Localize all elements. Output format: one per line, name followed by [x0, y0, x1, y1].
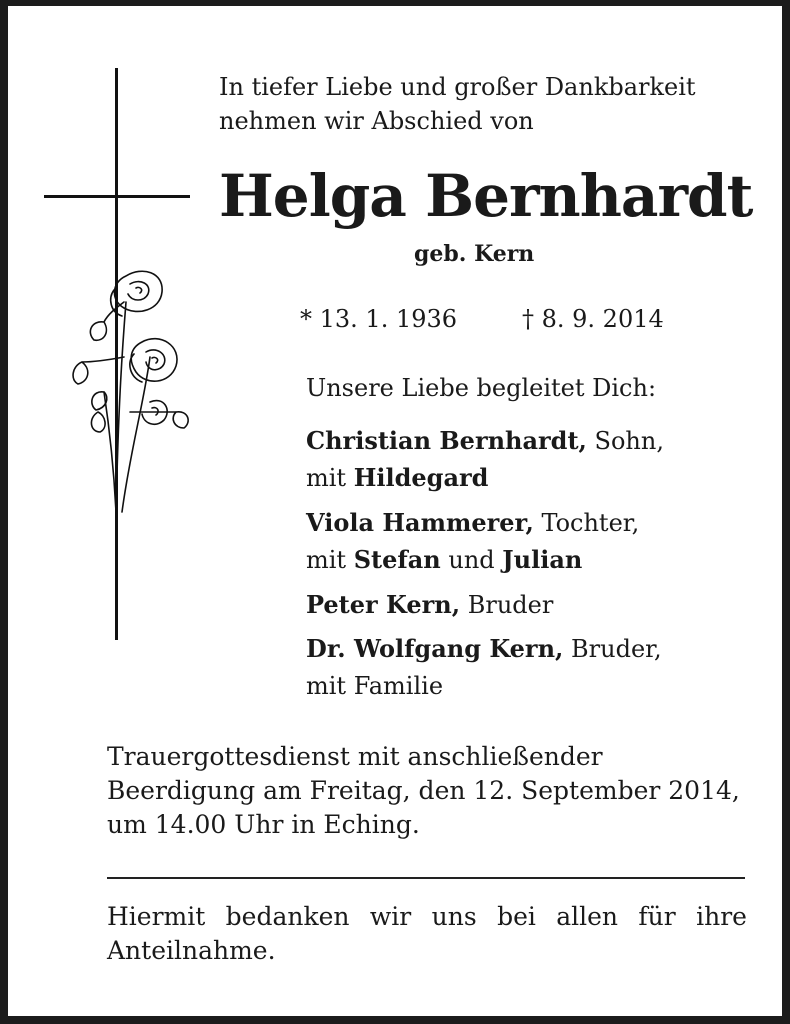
- mourner-and: und: [440, 546, 503, 574]
- mourner-partner: Stefan: [353, 545, 441, 574]
- mourner-line: [306, 669, 443, 703]
- thanks-text: [107, 900, 747, 968]
- mourner-partner: Hildegard: [353, 463, 489, 492]
- mourner-line: [306, 461, 488, 495]
- roses-icon: [64, 262, 194, 532]
- death-date: † 8. 9. 2014: [522, 305, 664, 333]
- service-line-2: Beerdigung am Freitag, den 12. September 2014,: [107, 776, 740, 805]
- mourner-with: mit: [306, 546, 354, 574]
- cross-horizontal-bar: [44, 195, 190, 198]
- thanks-word: allen: [556, 902, 619, 931]
- mourner-relation: Tochter,: [533, 509, 640, 537]
- thanks-line-2: Anteilnahme.: [107, 936, 276, 965]
- thanks-word: bedanken: [225, 902, 350, 931]
- mourner-line: [306, 506, 639, 540]
- divider: [107, 877, 745, 879]
- mourner-relation: Bruder: [460, 591, 554, 619]
- service-line-1: Trauergottesdienst mit anschließender: [107, 742, 603, 771]
- mourner-line: [306, 632, 662, 666]
- mourner-with: mit: [306, 464, 354, 492]
- mourner-child: Julian: [502, 545, 583, 574]
- thanks-word: Hiermit: [107, 902, 206, 931]
- mourner-name: Viola Hammerer,: [306, 508, 534, 537]
- intro-line-2: nehmen wir Abschied von: [219, 107, 534, 135]
- mourner-name: Christian Bernhardt,: [306, 426, 587, 455]
- thanks-word: ihre: [696, 902, 747, 931]
- mourner-name: Dr. Wolfgang Kern,: [306, 634, 564, 663]
- service-line-3: um 14.00 Uhr in Eching.: [107, 810, 420, 839]
- service-announcement: [107, 740, 740, 842]
- mourners-heading: Unsere Liebe begleitet Dich:: [306, 374, 657, 402]
- mourner-relation: Sohn,: [586, 427, 664, 455]
- intro-line-1: In tiefer Liebe und großer Dankbarkeit: [219, 73, 696, 101]
- mourner-relation: Bruder,: [563, 635, 662, 663]
- mourner-with: mit Familie: [306, 672, 444, 700]
- deceased-name: Helga Bernhardt: [219, 162, 753, 230]
- thanks-word: uns: [431, 902, 477, 931]
- mourner-line: [306, 543, 582, 577]
- mourner-name: Peter Kern,: [306, 590, 461, 619]
- maiden-name: geb. Kern: [414, 241, 535, 267]
- mourner-line: [306, 588, 553, 622]
- mourner-line: [306, 424, 664, 458]
- intro-text: [219, 70, 696, 138]
- thanks-word: für: [638, 902, 676, 931]
- thanks-word: bei: [497, 902, 536, 931]
- birth-date: * 13. 1. 1936: [300, 305, 458, 333]
- thanks-line-1: [107, 900, 747, 934]
- thanks-word: wir: [369, 902, 412, 931]
- life-dates: [300, 305, 664, 333]
